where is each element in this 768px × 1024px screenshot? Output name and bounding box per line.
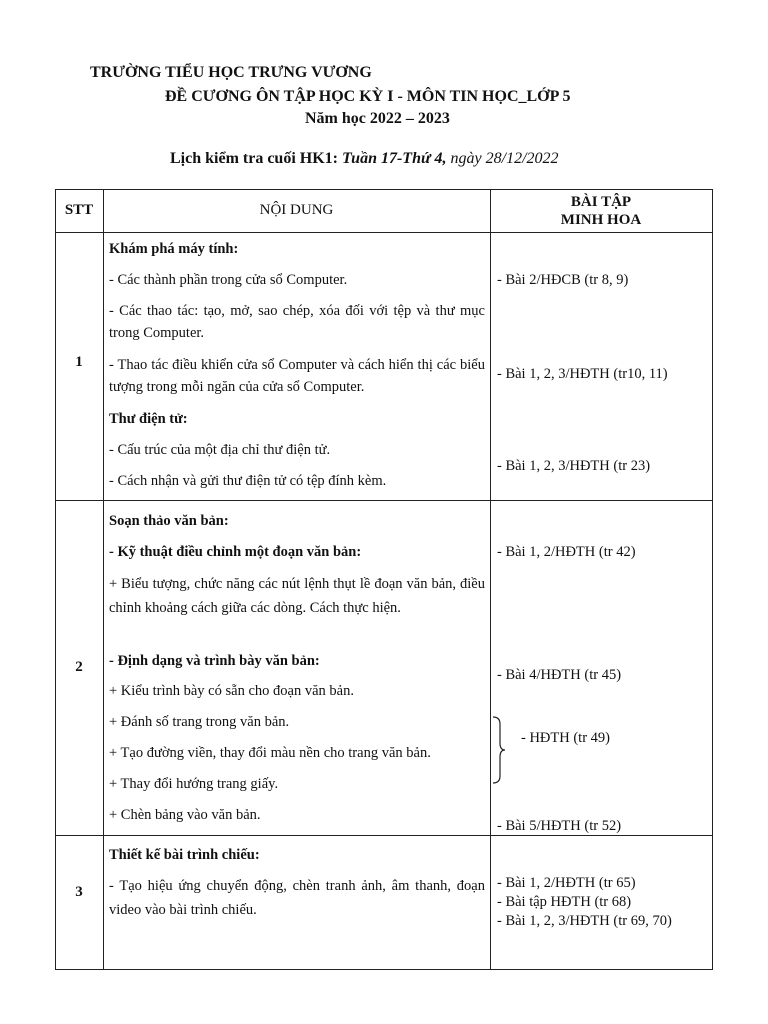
row-3-item: - Tạo hiệu ứng chuyển động, chèn tranh ảnh, âm thanh, đoạn video vào bài trình chiếu.	[109, 878, 485, 918]
row-1-exercise: - Bài 2/HĐCB (tr 8, 9)	[497, 272, 629, 288]
row-1-item: - Các thao tác: tạo, mở, sao chép, xóa đối với tệp và thư mục trong Computer.	[109, 303, 485, 341]
school-year: Năm học 2022 – 2023	[305, 110, 450, 127]
row-3-exercise: - Bài tập HĐTH (tr 68)	[497, 894, 632, 910]
row-2-item: + Biểu tượng, chức năng các nút lệnh thụt lề đoạn văn bản, điều chỉnh khoảng cách giữa các dòng. Cách thực hiện.	[109, 576, 485, 616]
schedule-week: Tuần 17-Thứ 4,	[341, 150, 447, 167]
column-header-exercise-line1: BÀI TẬP	[570, 194, 632, 210]
row-1-heading-computer: Khám phá máy tính:	[109, 241, 239, 257]
row-3-exercise: - Bài 1, 2, 3/HĐTH (tr 69, 70)	[497, 913, 672, 929]
row-1-exercise: - Bài 1, 2, 3/HĐTH (tr10, 11)	[497, 366, 668, 382]
row-3-heading-presentation: Thiết kế bài trình chiếu:	[109, 847, 260, 863]
row-2-item: + Đánh số trang trong văn bản.	[109, 714, 290, 730]
exam-schedule	[170, 150, 559, 168]
document-title: ĐỀ CƯƠNG ÔN TẬP HỌC KỲ I - MÔN TIN HỌC_LỚP 5	[165, 88, 571, 105]
row-2-subheading: - Định dạng và trình bày văn bản:	[109, 653, 320, 669]
schedule-label: Lịch kiểm tra cuối HK1:	[170, 150, 338, 167]
school-name: TRƯỜNG TIỂU HỌC TRƯNG VƯƠNG	[90, 64, 372, 81]
row-3-exercise: - Bài 1, 2/HĐTH (tr 65)	[497, 875, 636, 891]
right-brace-icon	[491, 716, 507, 784]
column-header-exercise-line2: MINH HOA	[560, 212, 642, 228]
row-2-item: + Kiểu trình bày có sẵn cho đoạn văn bản.	[109, 683, 354, 699]
row-2-exercise: - HĐTH (tr 49)	[521, 730, 610, 746]
row-1-item: - Thao tác điều khiển cửa sổ Computer và cách hiển thị các biểu tượng trong mỗi ngăn của cửa sổ Computer.	[109, 357, 485, 395]
row-1-item: - Các thành phần trong cửa sổ Computer.	[109, 272, 348, 288]
row-1-heading-email: Thư điện tử:	[109, 411, 188, 427]
row-2-exercise: - Bài 4/HĐTH (tr 45)	[497, 667, 622, 683]
row-1-item: - Cấu trúc của một địa chỉ thư điện tử.	[109, 442, 331, 458]
row-1-exercise: - Bài 1, 2, 3/HĐTH (tr 23)	[497, 458, 651, 474]
row-2-item: + Thay đổi hướng trang giấy.	[109, 776, 279, 792]
row-2-exercise: - Bài 1, 2/HĐTH (tr 42)	[497, 544, 636, 560]
row-1-item: - Cách nhận và gửi thư điện tử có tệp đính kèm.	[109, 473, 387, 489]
schedule-date: ngày 28/12/2022	[450, 150, 559, 167]
row-2-heading-word: Soạn thảo văn bản:	[109, 513, 229, 529]
row-2-subheading: - Kỹ thuật điều chỉnh một đoạn văn bản:	[109, 544, 362, 560]
row-3-stt: 3	[75, 884, 83, 900]
row-2-stt: 2	[75, 659, 83, 675]
row-2-exercise: - Bài 5/HĐTH (tr 52)	[497, 818, 622, 834]
row-2-item: + Tạo đường viền, thay đổi màu nền cho trang văn bản.	[109, 745, 431, 761]
row-1-stt: 1	[75, 354, 83, 370]
column-header-stt: STT	[64, 202, 94, 218]
column-header-content: NỘI DUNG	[259, 202, 334, 218]
row-2-item: + Chèn bảng vào văn bản.	[109, 807, 261, 823]
column-header-exercise	[490, 193, 712, 229]
